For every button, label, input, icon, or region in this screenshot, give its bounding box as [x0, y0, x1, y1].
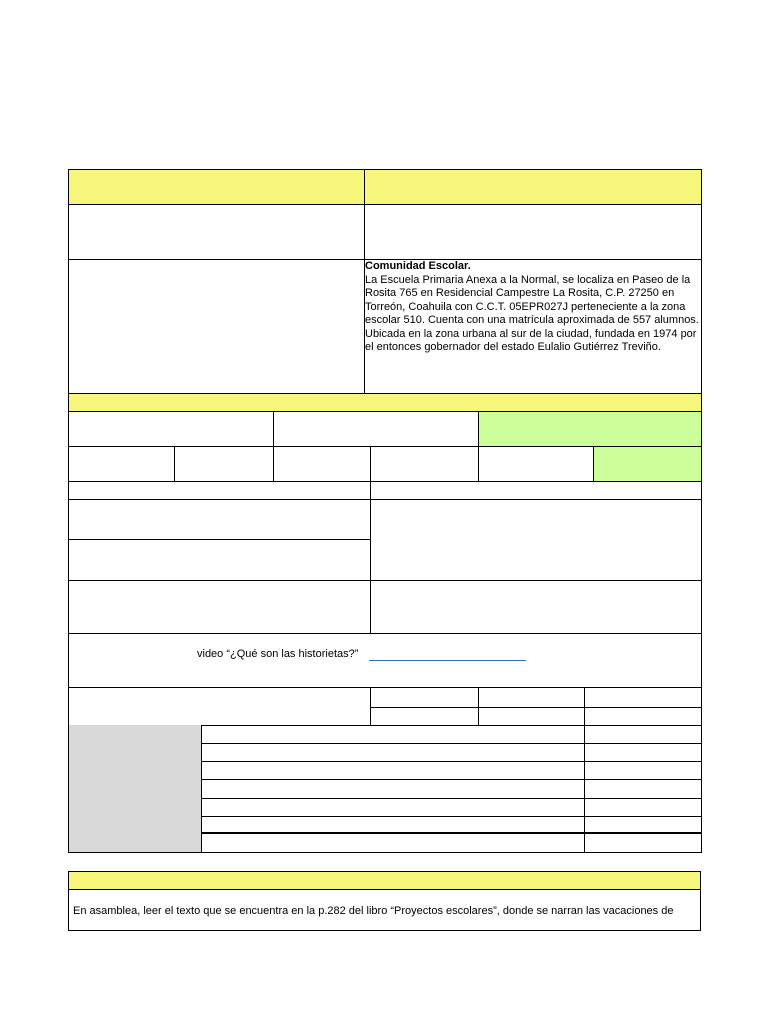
- community-cell: [364, 259, 702, 394]
- row4-cell-2: [174, 446, 274, 482]
- section-bar-yellow: [68, 393, 702, 412]
- grid-row-1-side: [584, 725, 702, 744]
- grid-row-1-main: [201, 725, 585, 744]
- grid-row-2-main: [201, 743, 585, 762]
- grid-row-7-side: [584, 833, 702, 853]
- row9-cell-a-top: [370, 687, 479, 708]
- row4-cell-4: [370, 446, 479, 482]
- thick-divider: [201, 832, 702, 834]
- row2-left-cell: [68, 259, 365, 394]
- grid-row-4-side: [584, 779, 702, 799]
- row3-cell-green: [478, 411, 702, 447]
- row9-cell-a-bottom: [370, 707, 479, 726]
- grid-row-2-side: [584, 743, 702, 762]
- row3-cell-a: [68, 411, 274, 447]
- row6-right-cell: [370, 499, 702, 581]
- video-title-text: video “¿Qué son las historietas?”: [197, 648, 359, 660]
- row9-cell-b-top: [478, 687, 585, 708]
- row5-left-cell: [68, 481, 371, 500]
- grid-row-3-main: [201, 761, 585, 780]
- row9-cell-b-bottom: [478, 707, 585, 726]
- community-heading: Comunidad Escolar.: [365, 260, 471, 272]
- gray-side-block: [68, 725, 202, 853]
- row4-cell-1: [68, 446, 175, 482]
- row4-cell-5: [478, 446, 594, 482]
- row9-cell-c-bottom: [584, 707, 702, 726]
- row9-cell-c-top: [584, 687, 702, 708]
- row1-right-cell: [364, 204, 702, 260]
- activity-cell: [68, 889, 701, 931]
- grid-row-4-main: [201, 779, 585, 799]
- header-cell-right: [364, 169, 702, 205]
- row6-left-bottom-cell: [68, 539, 371, 581]
- header-cell-left: [68, 169, 365, 205]
- grid-row-3-side: [584, 761, 702, 780]
- grid-row-5-side: [584, 798, 702, 817]
- video-link[interactable]: [369, 650, 526, 661]
- row3-cell-b: [273, 411, 479, 447]
- row6-left-top-cell: [68, 499, 371, 540]
- community-body: La Escuela Primaria Anexa a la Normal, se localiza en Paseo de la Rosita 765 en Residencial Campestre La Rosita, C.P. 27250 en Torreón, Coahuila con C.C.T. 05EPR027J perteneciente a la zona escolar 510. Cuenta con una matrícula aproximada de 557 alumnos. Ubicada en la zona urbana al sur de la ciudad, fundada en 1974 por el entonces gobernador del estado Eulalio Gutiérrez Treviño.: [365, 273, 699, 353]
- grid-row-7-main: [201, 833, 585, 853]
- row4-cell-3: [273, 446, 371, 482]
- row7-left-cell: [68, 580, 371, 634]
- resources-row: [68, 633, 702, 688]
- row7-right-cell: [370, 580, 702, 634]
- activity-text: En asamblea, leer el texto que se encuentra en la p.282 del libro “Proyectos escolares”, donde se narran las vacaciones de: [73, 905, 674, 917]
- row5-right-cell: [370, 481, 702, 500]
- row1-left-cell: [68, 204, 365, 260]
- row9-left-cell: [68, 687, 371, 726]
- row4-cell-green: [593, 446, 702, 482]
- activity-header-bar: [68, 871, 701, 890]
- grid-row-5-main: [201, 798, 585, 817]
